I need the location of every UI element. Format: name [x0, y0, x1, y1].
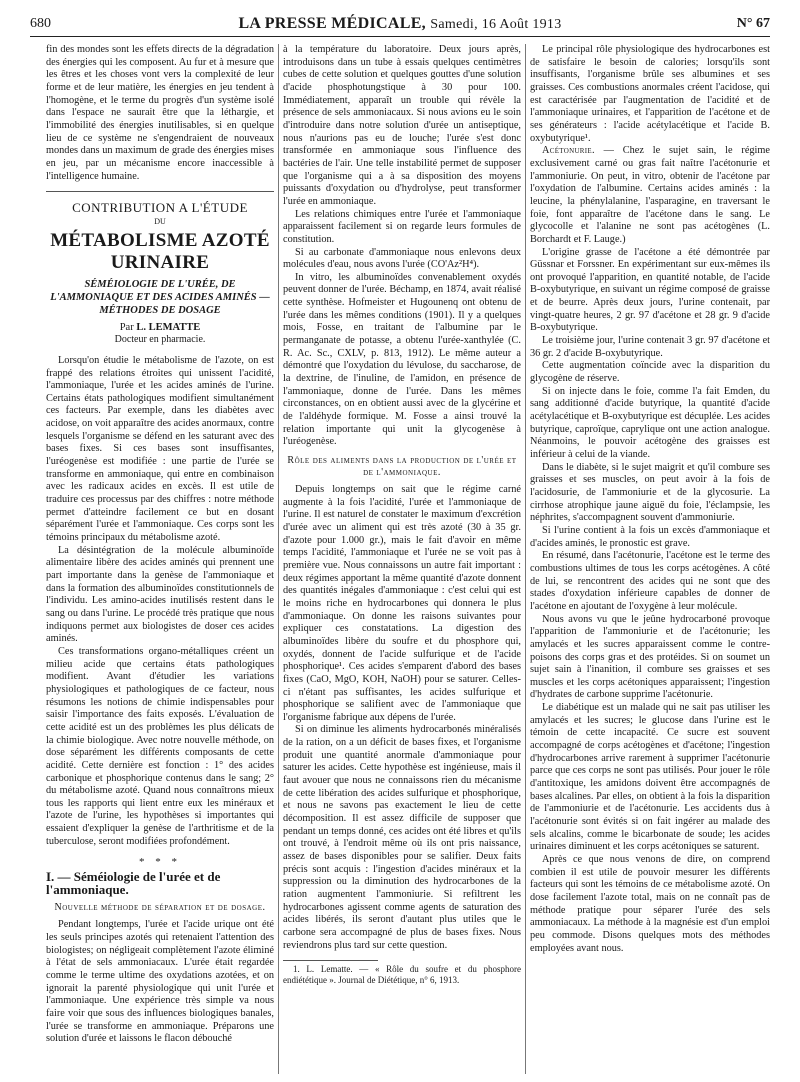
paragraph: L'origine grasse de l'acétone a été démontrée par Güssnar et Forssner. En expérimentant sur eux-mêmes ils ont provoqué l'apparition, en quantité notable, de l'acide B-oxybutyrique, en suivant un régime composé de graisse et de beurre. Après deux jours, l'urine contenait, par vingt-quatre heures, 2 gr. 97 d'acétone et 28 gr. 9 d'acide B-oxybutyrique.	[530, 246, 770, 334]
column-3	[530, 44, 770, 1074]
section-stars: * * *	[139, 856, 181, 869]
paragraph: Après ce que nous venons de dire, on comprend combien il est utile de pouvoir mesurer les différents facteurs qui sont les témoins de ce métabolisme azoté. On dose facilement l'azote total, mais on ne connaît pas de méthode pratique pour séparer l'urée des sels ammoniacaux. La méthode à la magnésie est d'un emploi peu commode. Disons quelques mots des méthodes employées avant nous.	[530, 854, 770, 954]
page-number: 680	[30, 16, 51, 31]
article-du: DU	[154, 216, 166, 226]
paragraph: Depuis longtemps on sait que le régime carné augmente à la fois l'acidité, l'urée et l'ammoniaque de l'urine. Il est naturel de constater le maximum d'excrétion d'urée avec un aliment qui est très azoté (30 à 35 gr. d'azote pour 1.000 gr.), mais le fait d'avoir en même temps l'acidité, l'ammoniaque et l'urée ne se voit pas à première vue. Nous connaissons un autre fait important : deux régimes apportant la même quantité d'azote donnent des quantités inégales d'ammoniaque : c'est celui qui est le moins riche en hydrocarbones qui donnera le plus d'ammoniaque. On donne les raisons suivantes pour expliquer ces constatations. La digestion des albuminoïdes libère du soufre et du phosphore qui, oxydés, donnent de l'acide sulfurique et de l'acide phosphorique¹. Ces acides s'emparent d'abord des bases fixes (CaO, MgO, KOH, NaOH) pour se saturer. Celles-ci n'étant pas suffisantes, les acides sulfurique et phosphorique se salifient avec de l'ammoniaque que l'organisme fabrique aux dépens de l'urée.	[283, 484, 521, 723]
paragraph: In vitro, les albuminoïdes convenablement oxydés peuvent donner de l'urée. Béchamp, en 1874, avait réalisé cette synthèse. Hofmeister et Hugounenq ont obtenu de l'urée dans les mêmes conditions (1901). Il y a quelques mois, Fosse, en traitant de l'albumine par le permanganate de potasse, a obtenu l'urée-xanthylée (C. R. Ac. Sc., CXLV, p. 813, 1912). Le même auteur a démontré que l'oxydation du lévulose, du saccharose, de la dextrine, de l'inuline, de l'amidon, en présence de l'ammoniaque, donne de l'urée. Dans les mêmes circonstances, on en obtient aussi avec de la glycérine et de l'aldéhyde formique. M. Fosse a ainsi trouvé la relation importante qui unit la glycogenèse à l'uréogenèse.	[283, 271, 521, 448]
article-kicker: CONTRIBUTION A L'ÉTUDE	[72, 200, 248, 216]
paragraph: Le principal rôle physiologique des hydrocarbones est de satisfaire le besoin de calories; lorsqu'ils sont insuffisants, l'organisme brûle ses albumines et ses graisses. Ces combustions anormales créent l'acidose, qui est caractérisée par l'augmentation de l'acidité et de l'ammoniaque urinaires, et l'apparition de l'acétone et de ses générateurs : l'acide acétylacétique et l'acide B. oxybutyrique¹.	[530, 44, 770, 144]
footnote-rule	[283, 960, 378, 961]
paragraph: Cette augmentation coïncide avec la disparition du glycogène de réserve.	[530, 360, 770, 385]
paragraph: Dans le diabète, si le sujet maigrit et qu'il combure ses graisses et ses muscles, on peut avoir à la fois de l'acidosurie, de l'ammoniurie et de la glycosurie. La cirrhose atrophique jaune aiguë du foie, l'éclampsie, les néphrites, s'accompagnent souvent d'ammoniurie.	[530, 461, 770, 524]
paragraph: Les relations chimiques entre l'urée et l'ammoniaque apparaissent facilement si on regarde leurs formules de constitution.	[283, 208, 521, 245]
paragraph: Le diabétique est un malade qui ne sait pas utiliser les amylacés et les sucres; le glucose dans l'urine est le témoin de cette incapacité. Ce sucre est souvent accompagné de corps acétogènes et d'acétone; l'ingestion d'hydrocarbones arrive rarement à supprimer l'acétonurie parce que ces corps ne sont pas utilisés. Pour jouer le rôle d'antitoxique, les amidons doivent être accompagnés de bases alcalines. Par elles, on obtient à la fois la disparition de l'ammoniurie et de l'acétonurie. Les accidents dus à l'acétonurie sont évités si on fait ingérer au malade des sels alcalins, comme le bicarbonate de soude; les acides urinaires diminuent et les corps acétoniques se saturent.	[530, 702, 770, 853]
paragraph: Nous avons vu que le jeûne hydrocarboné provoque l'apparition de l'ammoniurie et de l'acétonurie; les amylacés et les sucres apparaissent comme le contre-poisons des corps gras et des protéides. Si on soumet un sujet sain à l'inanition, il combure ses graisses et ses muscles et les corps acétoniques apparaissent; l'ingestion d'hydrates de carbone supprime l'acétonurie.	[530, 613, 770, 701]
footnote: 1. L. Lematte. — « Rôle du soufre et du phosphore endiététique ». Journal de Diététique, n° 6, 1913.	[283, 964, 521, 986]
journal-title	[30, 15, 770, 33]
paragraph: fin des mondes sont les effets directs de la dégradation des énergies qui les composent. Au fur et à mesure que les êtres et les choses vont vers la complexité de leur forme et de leur matière, les énergies en jeu tendent à l'homogène, et le terme du progrès d'un système isolé dans l'espace ne saurait être que la léthargie, et l'immobilité des énergies inutilisables, si en quelque lieu de ce système ne s'engendraient de nouveaux mondes dans un maximum de grade des énergies mises en jeu, par un mécanisme encore inaccessible à l'intelligence humaine.	[46, 44, 274, 182]
paragraph: Si au carbonate d'ammoniaque nous enlevons deux molécules d'eau, nous avons l'urée (CO'Az²H⁴).	[283, 246, 521, 271]
paragraph: Pendant longtemps, l'urée et l'acide urique ont été les seuls principes azotés qui retenaient l'attention des biologistes; on négligeait complètement l'azote éliminé à l'état de sels ammoniacaux. L'urée était regardée comme le terme ultime des oxydations azotées, et on ignorait la parenté physiologique qui unit l'urée et l'ammoniaque. Une expérience très simple va nous faire voir que sous des influences biologiques banales, l'urée se transforme en ammoniaque. Préparons une solution d'urée et laissons le flacon débouché	[46, 919, 274, 1045]
article-separator	[46, 191, 274, 192]
paragraph: Si on diminue les aliments hydrocarbonés minéralisés de la ration, on a un déficit de bases fixes, et l'organisme produit une quantité anormale d'ammoniaque pour saturer les acides. Cette hypothèse est ingénieuse, mais il faut avouer que nous ne connaissons rien du mécanisme de cette libération des acides sulfurique et phosphorique, et nous ne savons pas exactement le lieu de cette décomposition. Il est assez difficile de supposer que pendant un temps donné, ces acides ont été libres et qu'ils ont trouvé, à l'endroit même où ils ont pris naissance, assez de bases disponibles pour se salifier. Deux faits précis sont acquis : l'ingestion d'acides minéraux et la suppression ou la diminution des hydrocarbones de la ration augmentent l'ammoniurie. Si refiltrent les hydrocarbones agissent comme agents de saturation des acides libérés, ils seront d'autant plus utiles que le carbone sera accompagné de plus de bases fixes. Nous reviendrons plus tard sur cette question.	[283, 724, 521, 951]
article-author	[46, 322, 274, 335]
author-prefix: Par	[119, 321, 134, 333]
author-affiliation: Docteur en pharmacie.	[114, 334, 206, 346]
column-1	[46, 44, 274, 1074]
paragraph: Si on injecte dans le foie, comme l'a fait Emden, du sang additionné d'acide butyrique, la quantité d'acide acétylacétique et B-oxybutyrique est décuplée. Les acides butyrique, caproïque, caprylique ont une action analogue. Néanmoins, le pouvoir acétogène des graisses est inférieur à celui de la viande.	[530, 385, 770, 460]
paragraph: En résumé, dans l'acétonurie, l'acétone est le terme des combustions ultimes de tous les corps acétogènes. A côté de lui, se rencontrent des acides qui ne sont que des stades d'oxydation inférieure capables de donner de l'acétone en ajoutant de l'oxygène à leur molécule.	[530, 550, 770, 612]
paragraph-body: — Chez le sujet sain, le régime exclusivement carné ou gras fait naître l'acétonurie et l'ammoniurie. On peut, in vitro, obtenir de l'acétone par l'oxydation de l'albumine. Certains acides aminés : la leucine, la phénylalanine, l'asparagine, en traversant le foie, font apparaître de l'acétone dans le sang. Le glycocolle et l'alanine ne sont pas acétogènes (L. Borchardt et F. Lauge.)	[530, 145, 770, 245]
article-title: MÉTABOLISME AZOTÉ URINAIRE	[50, 229, 270, 273]
subsection-heading: Rôle des aliments dans la production de l'urée et de l'ammoniaque.	[287, 455, 517, 478]
paragraph: Le troisième jour, l'urine contenait 3 gr. 97 d'acétone et 36 gr. 2 d'acide B-oxybutyrique.	[530, 335, 770, 359]
paragraph: Lorsqu'on étudie le métabolisme de l'azote, on est frappé des relations étroites qui unissent l'acidité, l'ammoniaque, l'urée et les acides aminés de l'urine. Certains états pathologiques modifient simultanément ces facteurs. Par exemple, dans les diabètes avec acidose, on voit apparaître des acides anormaux, contre lesquels l'organisme se défend en les saturant avec des bases fixes. Si ces bases sont insuffisantes, l'uréogenèse est modifiée : une partie de l'urée se transforme en ammoniaque, qui entre en combinaison avec les radicaux acides en excès. Il est utile de traduire ces processus par des chiffres : notre méthode permet d'atteindre facilement ce but en dosant séparément l'urée et l'ammoniaque. Ces corps sont les témoins principaux du métabolisme azoté.	[46, 354, 274, 544]
issue-date: Samedi, 16 Août 1913	[430, 17, 562, 32]
paragraph: Ces transformations organo-métalliques créent un milieu acide que certains états pathologiques modifient. Avant d'étudier les variations physiologiques et pathologiques de ce facteur, nous résumons les notions de chimie indispensables pour saisir l'importance des faits exposés. L'évaluation de cette acidité est un des problèmes les plus délicats de la chimie biologique. Avec notre nouvelle méthode, on dose séparément les différents composants de cette acidité. Cette dernière est fonction : 1° des acides carbonique et phosphorique contenus dans le sang; 2° du métabolisme azoté. Quand nous connaîtrons mieux tous les rapports qui lient entre eux les minéraux et l'azote de l'urine, les hypothèses si importantes qui essaient d'expliquer la genèse de l'arthritisme et de la tuberculose, seront modifiées profondément.	[46, 645, 274, 847]
section-heading: I. — Séméiologie de l'urée et de l'ammoniaque.	[46, 869, 221, 897]
paragraph: à la température du laboratoire. Deux jours après, introduisons dans un tube à essais quelques centimètres cubes de cette solution et quelques gouttes d'une solution d'acide phosphotungstique à 30 pour 100. Immédiatement, apparaît un trouble qui révèle la présence de sels ammoniacaux. Si nous avions eu le soin d'introduire dans notre solution d'urée un antiseptique, nous n'aurions pas eu de louche; l'urée s'est donc transformée en ammoniaque sous l'influence des bactéries de l'air. Une telle instabilité permet de supposer que l'organisme qui a à sa disposition des moyens puissants d'oxydation ou d'hydrolyse, peut transformer l'urée en ammoniaque.	[283, 44, 521, 207]
subsection-heading: Nouvelle méthode de séparation et de dosage.	[54, 902, 266, 914]
column-rule-1	[278, 44, 279, 1074]
paragraph-lead: Acétonurie.	[542, 145, 595, 157]
page-header	[30, 14, 770, 37]
paragraph	[530, 145, 770, 246]
column-2	[283, 44, 521, 1074]
issue-number: N° 67	[736, 16, 770, 31]
journal-name: LA PRESSE MÉDICALE,	[238, 15, 426, 32]
article-subtitle: SÉMÉIOLOGIE DE L'URÉE, DE L'AMMONIAQUE ET DES ACIDES AMINÉS — MÉTHODES DE DOSAGE	[50, 278, 270, 316]
paragraph: Si l'urine contient à la fois un excès d'ammoniaque et d'acides aminés, le pronostic est grave.	[530, 524, 770, 549]
column-rule-2	[525, 44, 526, 1074]
author-name: L. LEMATTE	[136, 321, 201, 333]
paragraph: La désintégration de la molécule albuminoïde alimentaire libère des acides aminés qui prennent une part importante dans la genèse de l'ammoniaque et dans la formation des albuminoïdes constitutionnels de l'individu. Les amino-acides inutilisés restent dans le sang ou dans l'urine. Le procédé très pratique que nous indiquons permet aux biologistes de doser ces acides aminés.	[46, 544, 274, 645]
